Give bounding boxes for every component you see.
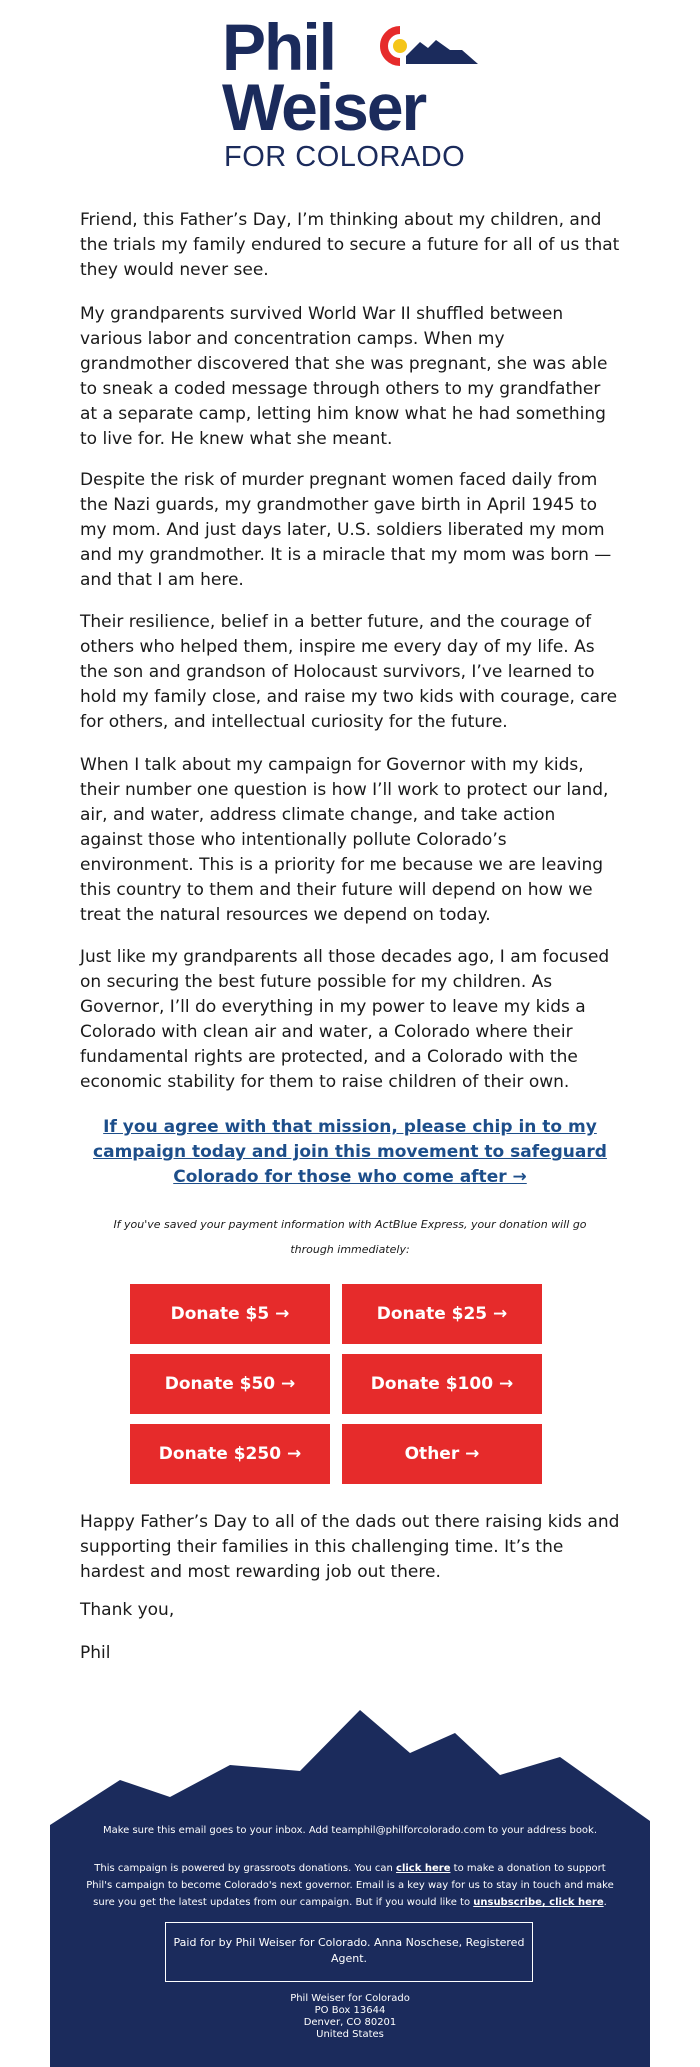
donate-cta-link[interactable]: If you agree with that mission, please chip in to my campaign today and join this movement to safeguard Colorado for those who come after → bbox=[93, 1117, 607, 1187]
footer-click-here-link[interactable]: click here bbox=[396, 1863, 451, 1874]
actblue-express-note: If you've saved your payment information with ActBlue Express, your donation will go through immediately: bbox=[113, 1218, 587, 1256]
paragraph-future: Just like my grandparents all those decades ago, I am focused on securing the best future possible for my children. As Governor, I’ll do everything in my power to leave my kids a Colorado with clean air and water, a Colorado where their fundamental rights are protected, and a Colorado with the economic stability for them to raise children of their own. bbox=[80, 947, 610, 1092]
donate-5-button[interactable]: Donate $5 → bbox=[130, 1284, 330, 1344]
paragraph-birth: Despite the risk of murder pregnant women faced daily from the Nazi guards, my grandmother gave birth in April 1945 to my mom. And just days later, U.S. soldiers liberated my mom and my grandmother. It is a miracle that my mom was born — and that I am here. bbox=[80, 470, 612, 590]
paragraph-resilience: Their resilience, belief in a better future, and the courage of others who helped them, inspire me every day of my life. As the son and grandson of Holocaust survivors, I’ve learned to hold my family close, and raise my two kids with courage, care for others, and intellectual curiosity for the future. bbox=[80, 612, 618, 732]
footer-powered-text-c: . bbox=[603, 1897, 607, 1908]
address-name: Phil Weiser for Colorado bbox=[290, 1993, 410, 2004]
footer-powered-by bbox=[85, 1860, 615, 1911]
signature: Phil bbox=[80, 1643, 111, 1663]
colorado-flag-mountain-icon bbox=[370, 16, 480, 76]
paid-for-by-box: Paid for by Phil Weiser for Colorado. Anna Noschese, Registered Agent. bbox=[165, 1922, 533, 1982]
donate-250-button[interactable]: Donate $250 → bbox=[130, 1424, 330, 1484]
logo-tagline: FOR COLORADO bbox=[224, 141, 466, 173]
footer bbox=[0, 1705, 700, 2067]
donate-other-button[interactable]: Other → bbox=[342, 1424, 542, 1484]
paragraph-intro: Friend, this Father’s Day, I’m thinking about my children, and the trials my family endured to secure a future for all of us that they would never see. bbox=[80, 210, 620, 280]
campaign-logo bbox=[222, 10, 482, 173]
footer-unsubscribe-link[interactable]: unsubscribe, click here bbox=[473, 1897, 604, 1908]
address-city: Denver, CO 80201 bbox=[303, 2017, 397, 2028]
logo-first-name: Phil bbox=[222, 10, 336, 84]
logo-last-name: Weiser bbox=[222, 70, 426, 144]
donate-25-button[interactable]: Donate $25 → bbox=[342, 1284, 542, 1344]
donate-100-button[interactable]: Donate $100 → bbox=[342, 1354, 542, 1414]
paragraph-fathers-day: Happy Father’s Day to all of the dads out there raising kids and supporting their families in this challenging time. It’s the hardest and most rewarding job out there. bbox=[80, 1512, 620, 1582]
signoff: Thank you, bbox=[80, 1600, 175, 1620]
mailing-address bbox=[200, 1993, 500, 2041]
address-country: United States bbox=[316, 2029, 384, 2040]
donate-50-button[interactable]: Donate $50 → bbox=[130, 1354, 330, 1414]
paragraph-campaign: When I talk about my campaign for Governor with my kids, their number one question is how I’ll work to protect our land, air, and water, address climate change, and take action against those who intentionally pollute Colorado’s environment. This is a priority for me because we are leaving this country to them and their future will depend on how we treat the natural resources we depend on today. bbox=[80, 755, 609, 925]
footer-inbox-note: Make sure this email goes to your inbox. Add teamphil@philforcolorado.com to your address book. bbox=[102, 1825, 598, 1836]
footer-powered-text-b: to make a donation to support Phil's campaign to become Colorado's next governor. Email is a key way for us to stay in touch and make sure you get the latest updates from our campaign. But if you would like to bbox=[86, 1863, 614, 1908]
footer-powered-text-a: This campaign is powered by grassroots donations. You can bbox=[94, 1863, 397, 1874]
paragraph-grandparents: My grandparents survived World War II shuffled between various labor and concentration camps. When my grandmother discovered that she was pregnant, she was able to sneak a coded message through others to my grandfather at a separate camp, letting him know what he had something to live for. He knew what she meant. bbox=[80, 304, 608, 449]
donate-button-grid bbox=[130, 1284, 542, 1484]
address-po-box: PO Box 13644 bbox=[314, 2005, 386, 2016]
